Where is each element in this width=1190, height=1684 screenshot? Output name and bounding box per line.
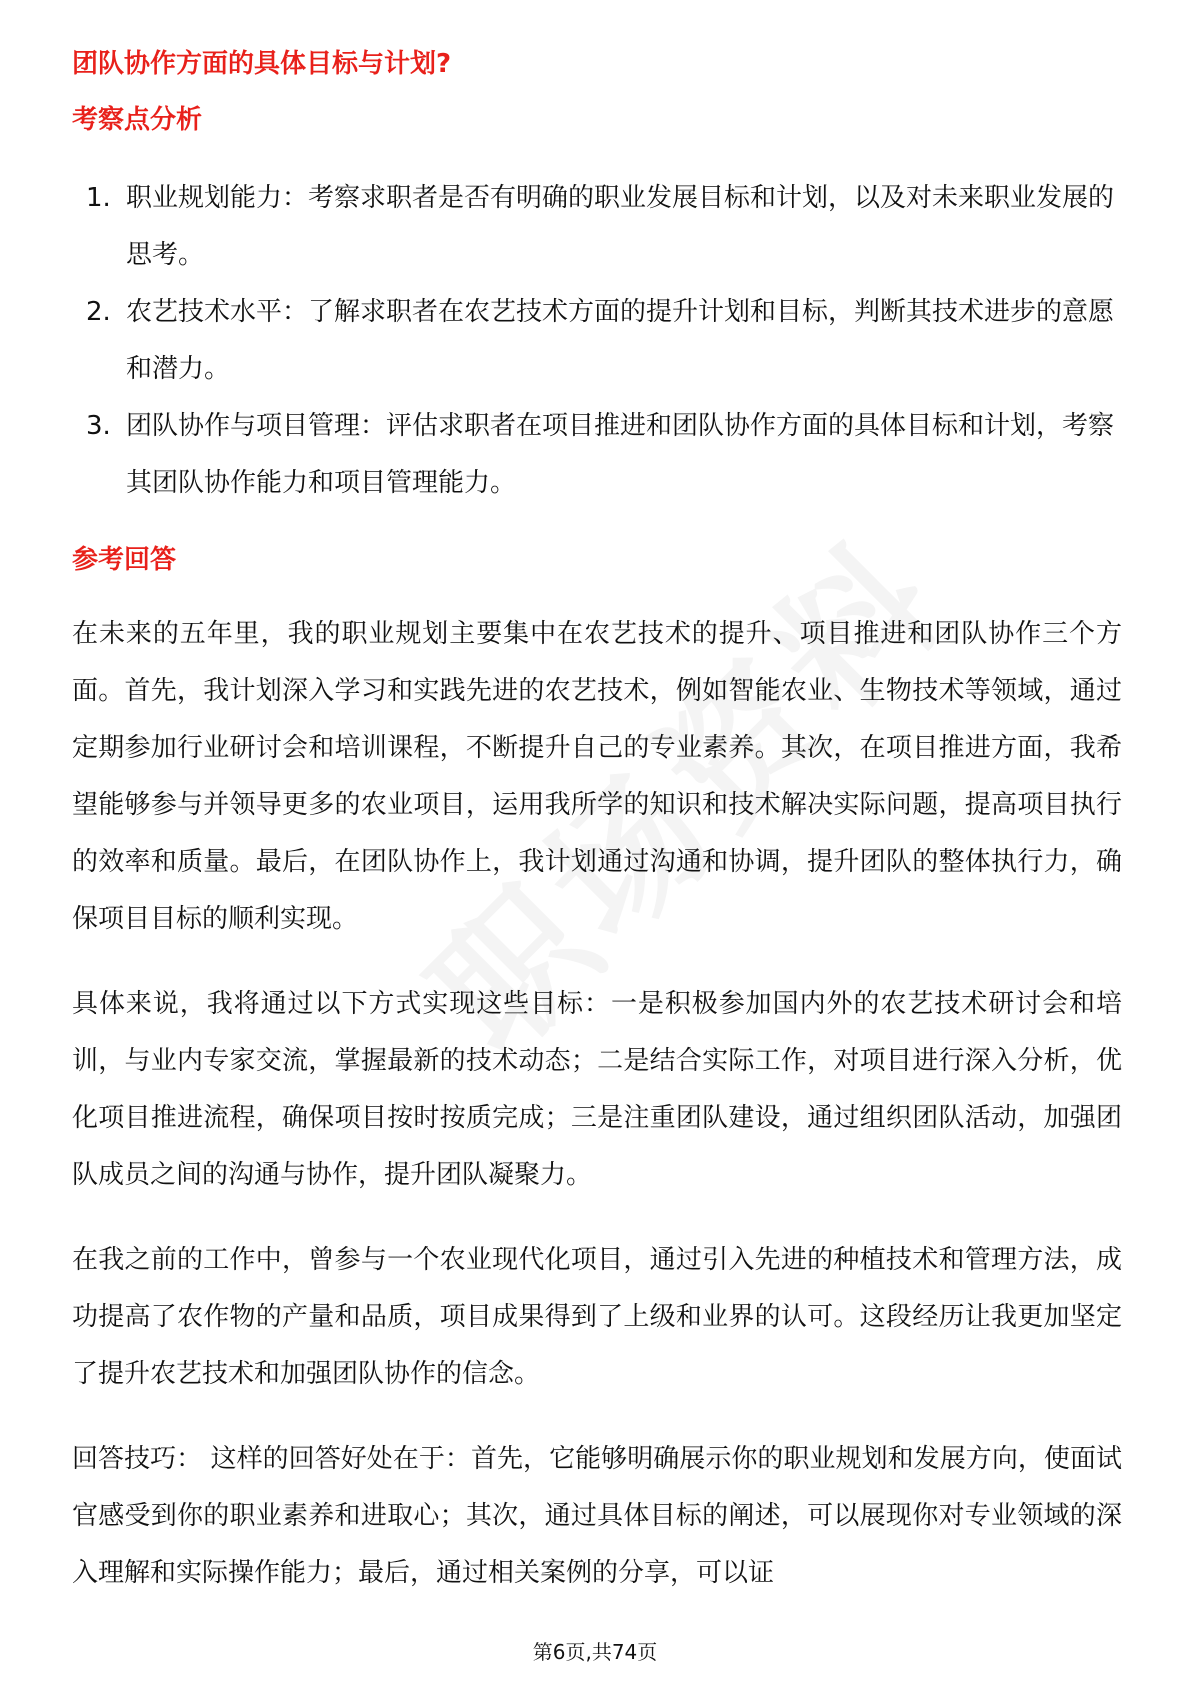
list-item	[72, 398, 1122, 512]
analysis-list	[72, 170, 1122, 512]
list-item	[72, 284, 1122, 398]
list-item-number: 1.	[86, 183, 111, 213]
analysis-heading: 考察点分析	[72, 105, 203, 135]
answer-heading: 参考回答	[72, 545, 177, 575]
answer-paragraph: 在未来的五年里，我的职业规划主要集中在农艺技术的提升、项目推进和团队协作三个方面。首先，我计划深入学习和实践先进的农艺技术，例如智能农业、生物技术等领域，通过定期参加行业研讨会和培训课程，不断提升自己的专业素养。其次，在项目推进方面，我希望能够参与并领导更多的农业项目，运用我所学的知识和技术解决实际问题，提高项目执行的效率和质量。最后，在团队协作上，我计划通过沟通和协调，提升团队的整体执行力，确保项目目标的顺利实现。	[72, 619, 1122, 934]
question-title: 团队协作方面的具体目标与计划?	[72, 49, 452, 79]
content	[72, 44, 1122, 1630]
answer-tip-paragraph: 回答技巧： 这样的回答好处在于：首先，它能够明确展示你的职业规划和发展方向，使面试官感受到你的职业素养和进取心；其次，通过具体目标的阐述，可以展现你对专业领域的深入理解和实际操作能力；最后，通过相关案例的分享，可以证	[72, 1444, 1122, 1588]
page-footer: 第6页,共74页	[532, 1640, 658, 1664]
list-item-number: 2.	[86, 297, 111, 327]
list-item-text: 职业规划能力：考察求职者是否有明确的职业发展目标和计划，以及对未来职业发展的思考。	[126, 183, 1115, 270]
list-item-text: 农艺技术水平：了解求职者在农艺技术方面的提升计划和目标，判断其技术进步的意愿和潜力。	[126, 297, 1115, 384]
list-item-text: 团队协作与项目管理：评估求职者在项目推进和团队协作方面的具体目标和计划，考察其团队协作能力和项目管理能力。	[126, 411, 1115, 498]
list-item	[72, 170, 1122, 284]
answer-paragraph: 在我之前的工作中，曾参与一个农业现代化项目，通过引入先进的种植技术和管理方法，成功提高了农作物的产量和品质，项目成果得到了上级和业界的认可。这段经历让我更加坚定了提升农艺技术和加强团队协作的信念。	[72, 1245, 1122, 1389]
list-item-number: 3.	[86, 411, 111, 441]
answer-paragraph: 具体来说，我将通过以下方式实现这些目标：一是积极参加国内外的农艺技术研讨会和培训，与业内专家交流，掌握最新的技术动态；二是结合实际工作，对项目进行深入分析，优化项目推进流程，确保项目按时按质完成；三是注重团队建设，通过组织团队活动，加强团队成员之间的沟通与协作，提升团队凝聚力。	[72, 989, 1122, 1190]
